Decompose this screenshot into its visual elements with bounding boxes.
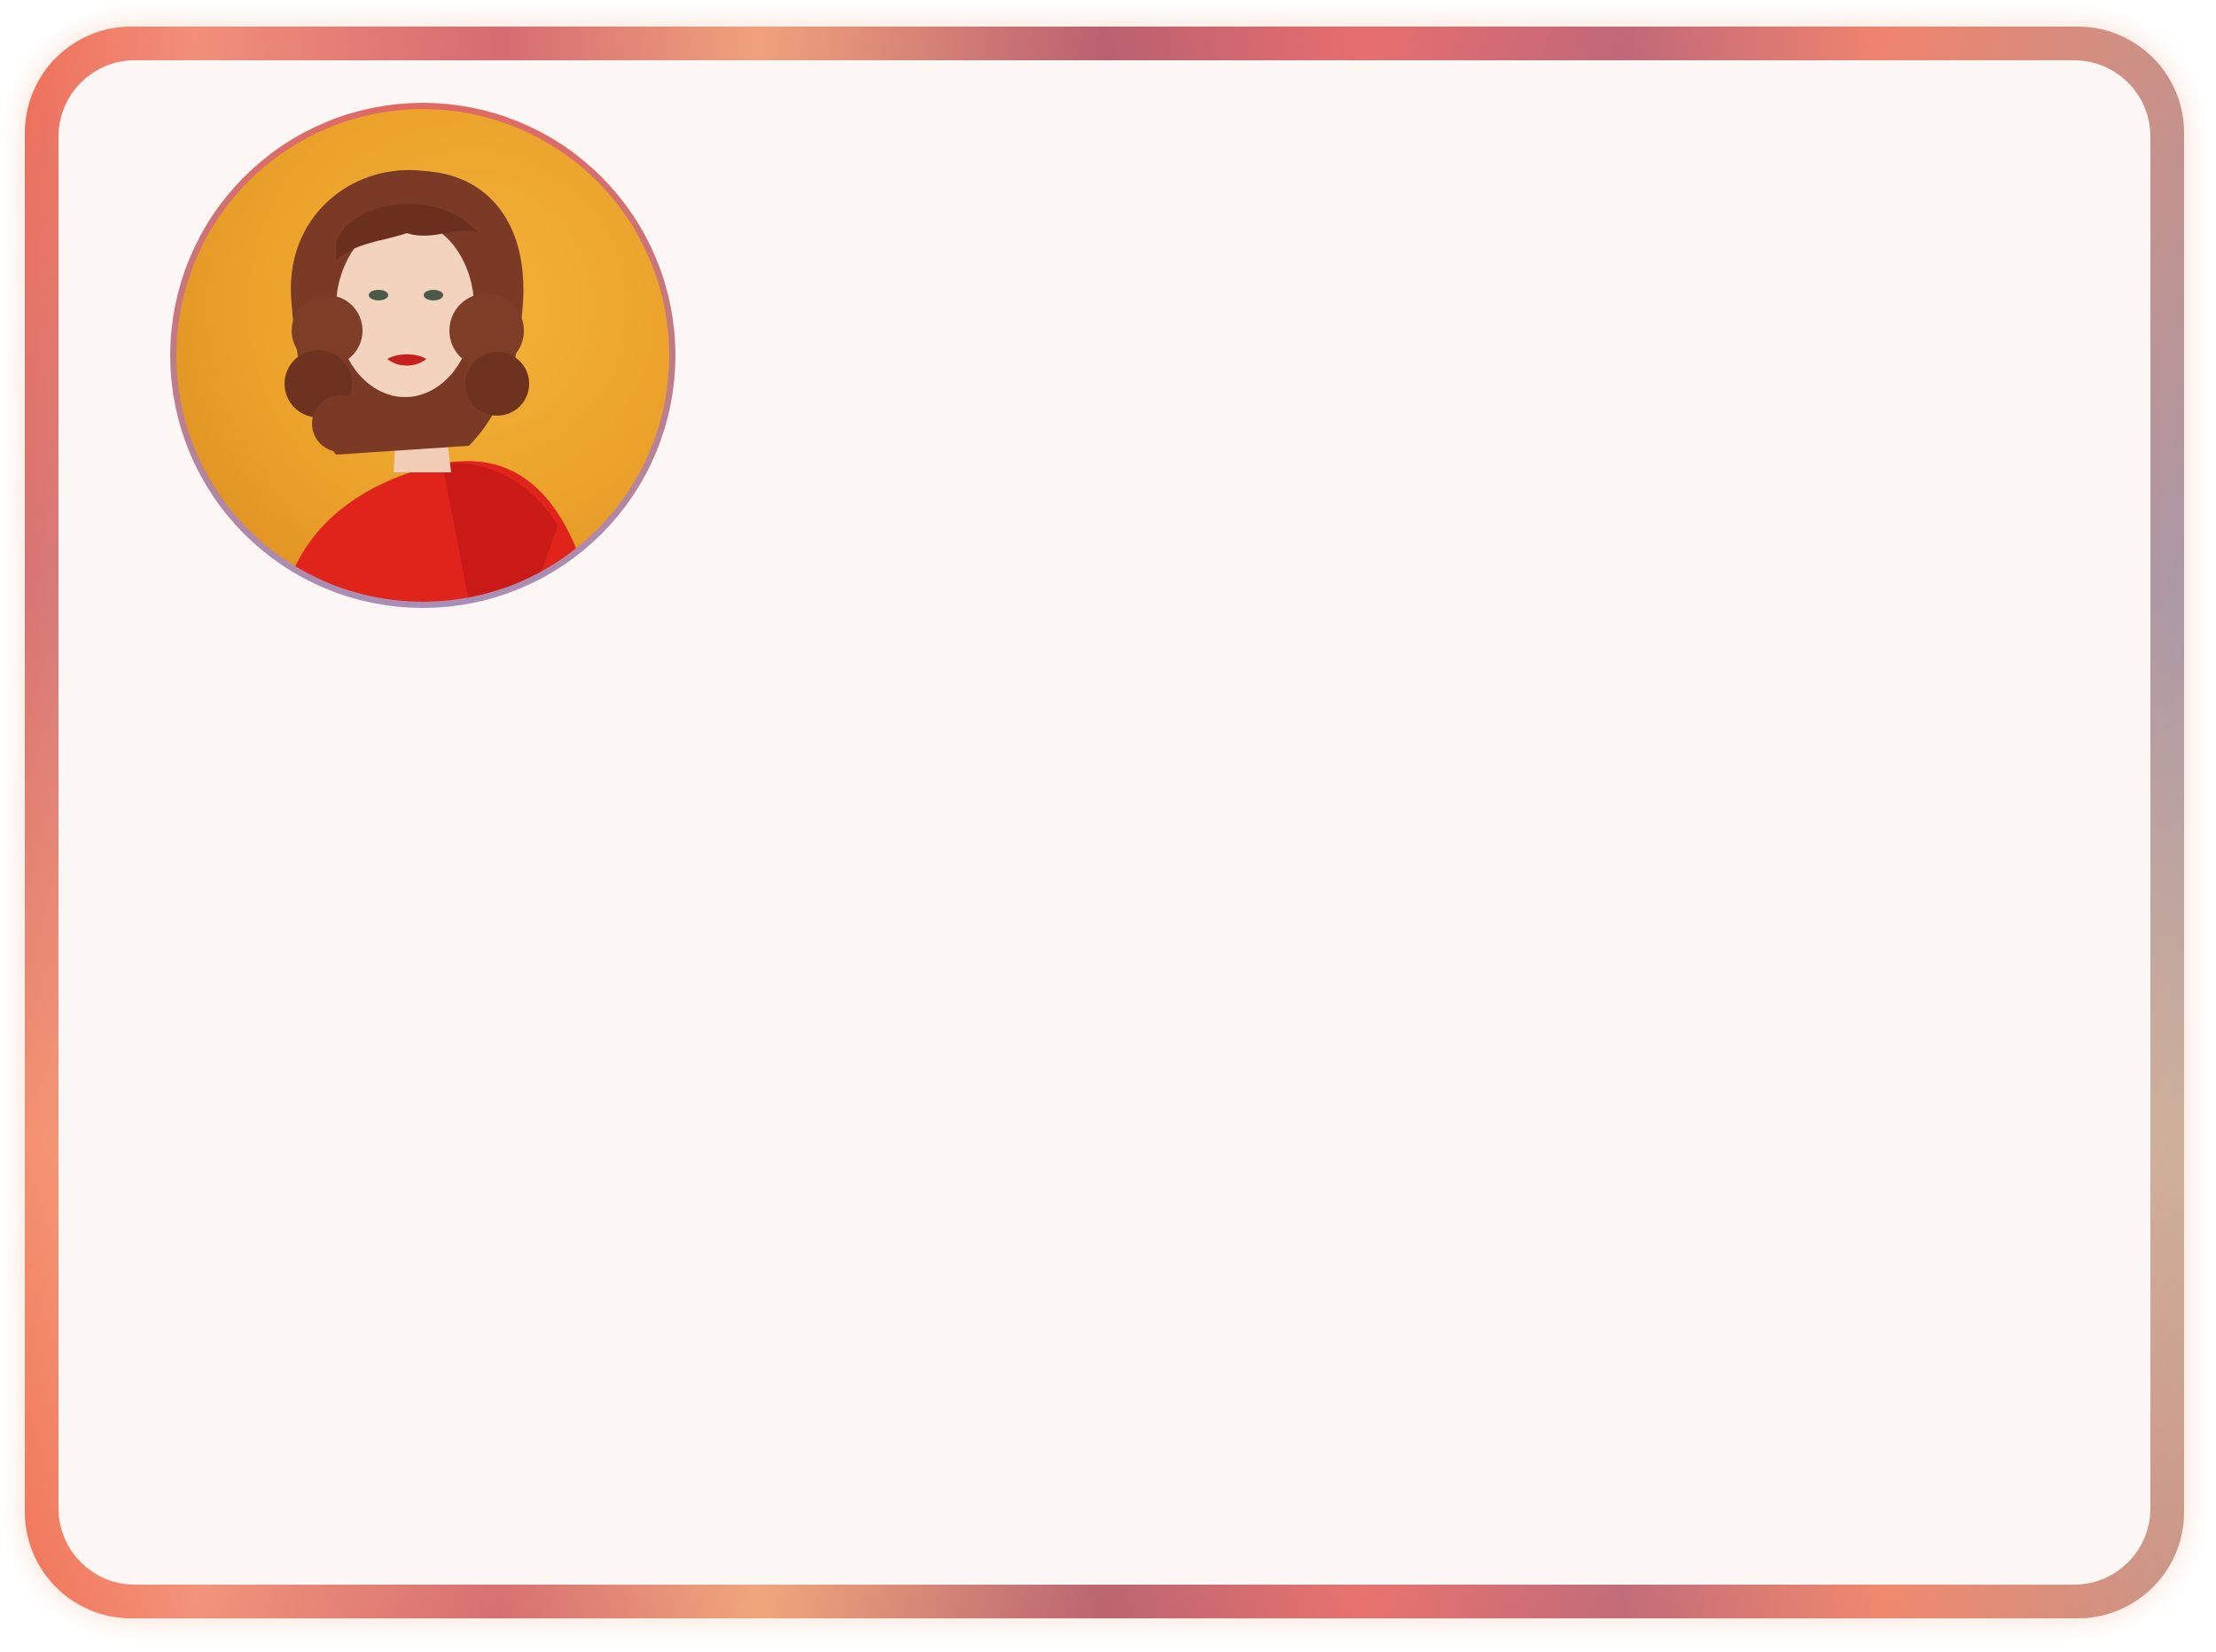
avatar [170, 103, 675, 608]
portrait-illustration [176, 109, 669, 602]
portrait-photo [176, 109, 669, 602]
